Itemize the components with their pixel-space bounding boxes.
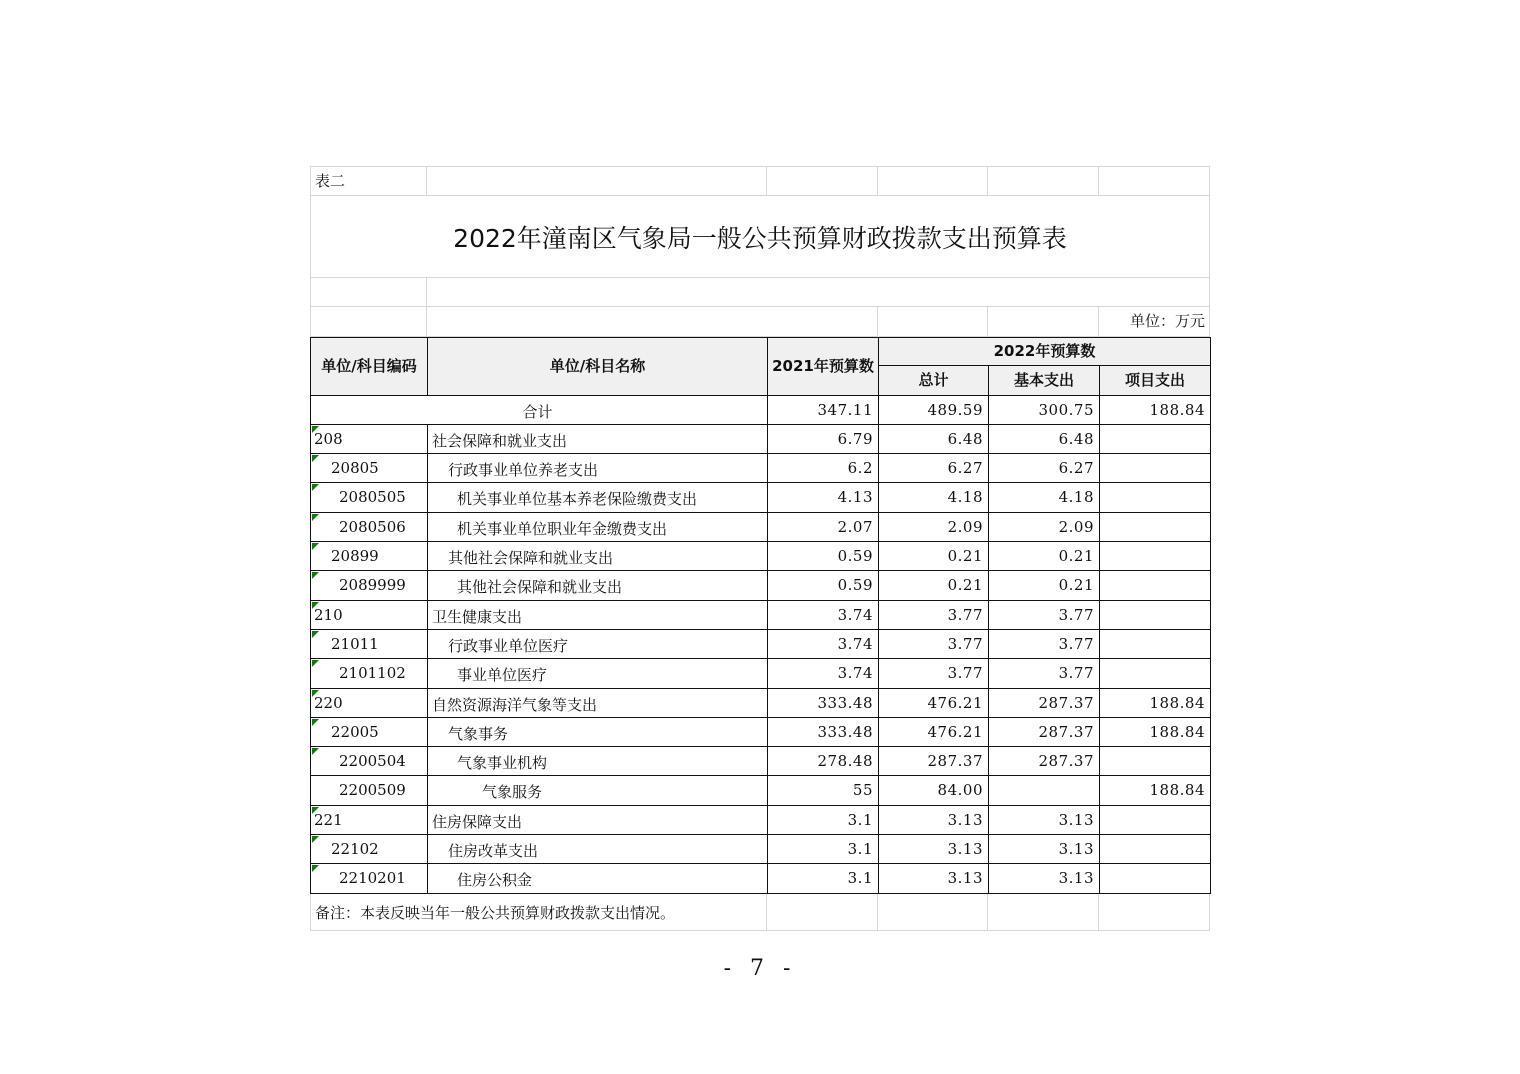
unit-row: [310, 307, 1210, 337]
row-prev-budget: 55: [768, 776, 879, 805]
row-prev-budget: 3.74: [768, 601, 879, 630]
note-row: [310, 894, 1210, 931]
row-project: 188.84: [1100, 718, 1211, 747]
table-row: [311, 483, 1211, 512]
row-basic: 4.18: [989, 483, 1100, 512]
header-cur-group-wrap: [879, 337, 1211, 396]
row-name: 其他社会保障和就业支出: [428, 542, 768, 571]
table-row: [311, 454, 1211, 483]
budget-table: [310, 337, 1210, 894]
row-total: 0.21: [879, 571, 989, 600]
table-row: [311, 689, 1211, 718]
row-name: 事业单位医疗: [428, 659, 768, 688]
unit-label: 单位：万元: [1099, 307, 1210, 337]
row-total: 3.13: [879, 806, 989, 835]
row-basic: 3.77: [989, 601, 1100, 630]
row-code: 2210201: [311, 864, 428, 893]
row-code: 208: [311, 425, 428, 454]
row-name: 卫生健康支出: [428, 601, 768, 630]
table-row: [311, 542, 1211, 571]
row-project: [1100, 659, 1211, 688]
row-total: 287.37: [879, 747, 989, 776]
row-project: [1100, 835, 1211, 864]
row-prev-budget: 3.1: [768, 806, 879, 835]
row-code: 2200504: [311, 747, 428, 776]
table-row: [311, 571, 1211, 600]
row-project: [1100, 630, 1211, 659]
row-total: 3.77: [879, 630, 989, 659]
blank-row: [310, 278, 1210, 307]
row-total: 476.21: [879, 718, 989, 747]
row-total: 476.21: [879, 689, 989, 718]
row-project: [1100, 601, 1211, 630]
row-code: 22005: [311, 718, 428, 747]
table-body: [311, 425, 1210, 894]
row-total: 3.13: [879, 864, 989, 893]
total-label: 合计: [311, 396, 768, 425]
header-basic: 基本支出: [989, 366, 1100, 395]
row-basic: [989, 776, 1100, 805]
header-cur-group: 2022年预算数: [879, 337, 1211, 366]
total-basic: 300.75: [989, 396, 1100, 425]
row-code: 2089999: [311, 571, 428, 600]
row-basic: 3.77: [989, 630, 1100, 659]
row-code: 210: [311, 601, 428, 630]
row-basic: 2.09: [989, 513, 1100, 542]
row-name: 气象事业机构: [428, 747, 768, 776]
row-total: 6.48: [879, 425, 989, 454]
row-total: 6.27: [879, 454, 989, 483]
table-row: [311, 630, 1211, 659]
row-basic: 287.37: [989, 689, 1100, 718]
label-row: [310, 166, 1210, 196]
row-code: 20899: [311, 542, 428, 571]
row-code: 2080506: [311, 513, 428, 542]
header-name: 单位/科目名称: [428, 337, 768, 396]
note-text: 备注：本表反映当年一般公共预算财政拨款支出情况。: [310, 894, 767, 931]
table-row: [311, 806, 1211, 835]
row-prev-budget: 0.59: [768, 542, 879, 571]
row-prev-budget: 3.74: [768, 630, 879, 659]
row-total: 2.09: [879, 513, 989, 542]
header-prev-budget: 2021年预算数: [768, 337, 879, 396]
row-basic: 3.77: [989, 659, 1100, 688]
row-code: 22102: [311, 835, 428, 864]
total-project: 188.84: [1100, 396, 1211, 425]
row-name: 行政事业单位养老支出: [428, 454, 768, 483]
row-project: [1100, 425, 1211, 454]
row-basic: 0.21: [989, 571, 1100, 600]
row-total: 4.18: [879, 483, 989, 512]
row-basic: 3.13: [989, 806, 1100, 835]
row-project: [1100, 806, 1211, 835]
table-row: [311, 718, 1211, 747]
row-basic: 6.48: [989, 425, 1100, 454]
header-project: 项目支出: [1100, 366, 1211, 395]
row-basic: 287.37: [989, 718, 1100, 747]
row-prev-budget: 0.59: [768, 571, 879, 600]
row-name: 机关事业单位职业年金缴费支出: [428, 513, 768, 542]
row-prev-budget: 4.13: [768, 483, 879, 512]
row-basic: 3.13: [989, 835, 1100, 864]
row-name: 行政事业单位医疗: [428, 630, 768, 659]
row-project: [1100, 571, 1211, 600]
table-row: [311, 747, 1211, 776]
row-name: 社会保障和就业支出: [428, 425, 768, 454]
header-total: 总计: [879, 366, 989, 395]
row-prev-budget: 333.48: [768, 718, 879, 747]
row-project: 188.84: [1100, 776, 1211, 805]
row-name: 住房保障支出: [428, 806, 768, 835]
row-prev-budget: 333.48: [768, 689, 879, 718]
row-prev-budget: 6.2: [768, 454, 879, 483]
row-code: 221: [311, 806, 428, 835]
row-project: [1100, 747, 1211, 776]
row-total: 0.21: [879, 542, 989, 571]
row-project: [1100, 454, 1211, 483]
row-project: 188.84: [1100, 689, 1211, 718]
total-total: 489.59: [879, 396, 989, 425]
row-project: [1100, 513, 1211, 542]
table-header: [311, 337, 1211, 396]
row-total: 84.00: [879, 776, 989, 805]
total-row: [311, 396, 1211, 425]
row-prev-budget: 3.1: [768, 864, 879, 893]
table-row: [311, 659, 1211, 688]
row-code: 220: [311, 689, 428, 718]
table-row: [311, 776, 1211, 805]
row-code: 2101102: [311, 659, 428, 688]
row-name: 气象事务: [428, 718, 768, 747]
page-number: - 7 -: [723, 956, 797, 981]
header-code: 单位/科目编码: [311, 337, 428, 396]
row-name: 住房改革支出: [428, 835, 768, 864]
row-name: 气象服务: [428, 776, 768, 805]
table-row: [311, 601, 1211, 630]
row-name: 机关事业单位基本养老保险缴费支出: [428, 483, 768, 512]
row-project: [1100, 483, 1211, 512]
row-total: 3.77: [879, 659, 989, 688]
table-label: 表二: [310, 166, 427, 196]
row-prev-budget: 2.07: [768, 513, 879, 542]
row-name: 自然资源海洋气象等支出: [428, 689, 768, 718]
table-row: [311, 425, 1211, 454]
row-prev-budget: 3.74: [768, 659, 879, 688]
row-code: 20805: [311, 454, 428, 483]
row-total: 3.77: [879, 601, 989, 630]
row-basic: 0.21: [989, 542, 1100, 571]
total-prev: 347.11: [768, 396, 879, 425]
row-basic: 6.27: [989, 454, 1100, 483]
row-prev-budget: 278.48: [768, 747, 879, 776]
table-row: [311, 864, 1211, 893]
row-name: 其他社会保障和就业支出: [428, 571, 768, 600]
table-row: [311, 835, 1211, 864]
row-code: 21011: [311, 630, 428, 659]
row-prev-budget: 3.1: [768, 835, 879, 864]
table-row: [311, 513, 1211, 542]
row-total: 3.13: [879, 835, 989, 864]
budget-sheet: [310, 166, 1210, 931]
row-basic: 287.37: [989, 747, 1100, 776]
row-project: [1100, 864, 1211, 893]
row-name: 住房公积金: [428, 864, 768, 893]
row-code: 2200509: [311, 776, 428, 805]
row-project: [1100, 542, 1211, 571]
row-prev-budget: 6.79: [768, 425, 879, 454]
page-title: 2022年潼南区气象局一般公共预算财政拨款支出预算表: [310, 196, 1210, 278]
row-code: 2080505: [311, 483, 428, 512]
row-basic: 3.13: [989, 864, 1100, 893]
